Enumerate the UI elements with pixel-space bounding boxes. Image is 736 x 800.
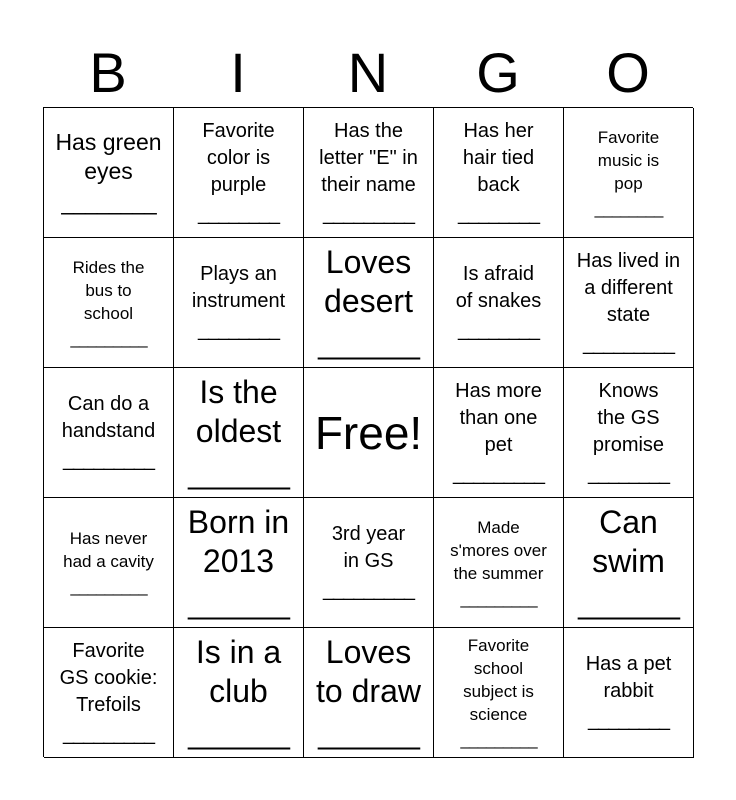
bingo-cell[interactable] [434, 108, 564, 238]
signature-blank[interactable]: _________ [70, 577, 147, 596]
signature-blank[interactable]: _________ [70, 328, 147, 348]
bingo-cell[interactable] [304, 498, 434, 628]
free-space-text: Free! [314, 406, 423, 459]
signature-blank[interactable]: _________ [322, 202, 415, 225]
cell-text: Is the oldest [195, 374, 282, 449]
signature-blank[interactable]: ______ [188, 584, 289, 620]
bingo-cell[interactable] [44, 628, 174, 758]
bingo-cell[interactable] [174, 498, 304, 628]
signature-blank[interactable]: ______ [188, 454, 289, 490]
bingo-cell[interactable] [174, 628, 304, 758]
cell-text: Has lived in a different state [576, 249, 681, 326]
signature-blank[interactable]: _________ [460, 588, 537, 608]
cell-text: Born in 2013 [187, 504, 290, 579]
header-letter-o: O [606, 41, 650, 104]
cell-text: Favorite music is pop [597, 127, 660, 193]
bingo-cell[interactable] [44, 238, 174, 368]
signature-blank[interactable]: ________ [458, 202, 539, 225]
cell-text: Can do a handstand [61, 393, 156, 442]
signature-blank[interactable]: ________ [61, 189, 156, 215]
cell-text: Loves desert [324, 244, 413, 319]
header-letter-i: I [230, 41, 246, 104]
bingo-cell[interactable] [174, 368, 304, 498]
cell-text: Has never had a cavity [63, 529, 154, 571]
bingo-cell[interactable] [44, 498, 174, 628]
cell-text: Has more than one pet [455, 379, 542, 456]
signature-blank[interactable]: ________ [198, 319, 279, 341]
cell-text: Knows the GS promise [592, 379, 665, 456]
cell-text: Has a pet rabbit [585, 653, 672, 702]
signature-blank[interactable]: _________ [460, 730, 537, 749]
cell-text: Plays an instrument [191, 263, 286, 312]
bingo-cell[interactable] [304, 628, 434, 758]
cell-text: Has green eyes [55, 129, 162, 184]
cell-text: Favorite GS cookie: Trefoils [59, 639, 158, 716]
cell-text: Loves to draw [316, 634, 421, 709]
signature-blank[interactable]: _________ [62, 722, 155, 745]
signature-blank[interactable]: ______ [188, 714, 289, 750]
bingo-cell[interactable] [304, 238, 434, 368]
header-letter-g: G [476, 41, 520, 104]
bingo-cell[interactable] [434, 628, 564, 758]
signature-blank[interactable]: _________ [582, 332, 675, 355]
cell-text: Favorite color is purple [202, 119, 275, 196]
signature-blank[interactable]: ________ [594, 198, 663, 218]
bingo-cell[interactable] [434, 238, 564, 368]
signature-blank[interactable]: ________ [588, 709, 669, 731]
cell-text: Is in a club [195, 634, 282, 709]
signature-blank[interactable]: _________ [452, 462, 545, 485]
cell-text: Is afraid of snakes [455, 263, 542, 312]
bingo-cell[interactable] [564, 238, 694, 368]
cell-text: Has the letter "E" in their name [319, 119, 418, 196]
bingo-cell[interactable] [434, 368, 564, 498]
cell-text: Favorite school subject is science [463, 636, 534, 724]
bingo-grid [43, 107, 693, 757]
signature-blank[interactable]: ________ [588, 462, 669, 485]
bingo-cell[interactable] [564, 368, 694, 498]
bingo-header [43, 38, 693, 108]
cell-text: Made s'mores over the summer [450, 517, 547, 583]
signature-blank[interactable]: _________ [62, 449, 155, 471]
signature-blank[interactable]: ________ [458, 319, 539, 341]
bingo-cell[interactable] [564, 108, 694, 238]
bingo-cell[interactable] [44, 368, 174, 498]
cell-text: Rides the bus to school [72, 257, 145, 323]
cell-text: Can swim [592, 504, 665, 579]
bingo-cell[interactable] [174, 108, 304, 238]
bingo-cell[interactable] [564, 628, 694, 758]
header-letter-n: N [347, 41, 389, 104]
cell-text: 3rd year in GS [331, 523, 406, 572]
bingo-cell[interactable] [304, 108, 434, 238]
bingo-cell[interactable] [564, 498, 694, 628]
signature-blank[interactable]: ________ [198, 202, 279, 225]
signature-blank[interactable]: ______ [578, 584, 679, 620]
header-letter-b: B [89, 41, 127, 104]
signature-blank[interactable]: ______ [318, 324, 419, 360]
signature-blank[interactable]: ______ [318, 714, 419, 750]
bingo-cell[interactable] [434, 498, 564, 628]
signature-blank[interactable]: _________ [322, 579, 415, 601]
bingo-cell[interactable] [44, 108, 174, 238]
cell-text: Has her hair tied back [462, 119, 535, 196]
bingo-cell[interactable] [304, 368, 434, 498]
bingo-cell[interactable] [174, 238, 304, 368]
